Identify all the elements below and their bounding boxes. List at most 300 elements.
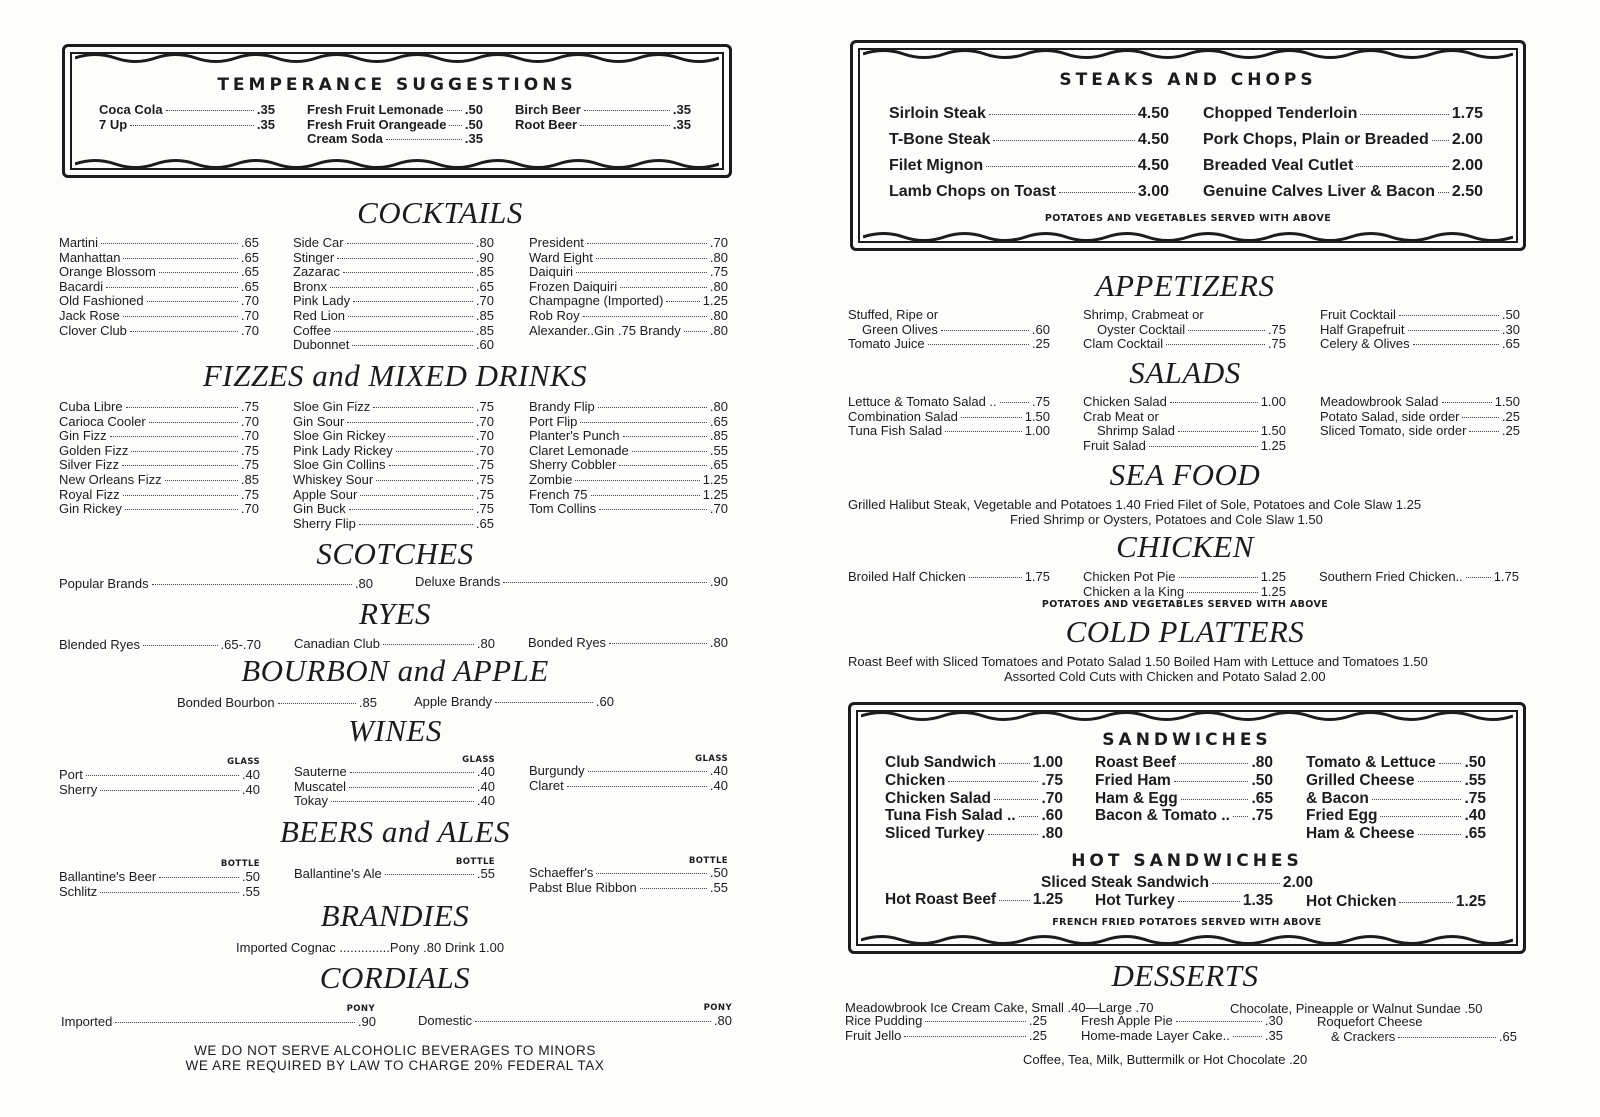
appetizers-col1 xyxy=(848,308,1050,352)
item-name: Ward Eight xyxy=(529,249,593,265)
dot-leader xyxy=(989,114,1135,115)
item-name: Cuba Libre xyxy=(59,399,123,414)
dot-leader xyxy=(122,465,238,466)
beers-unit-3: BOTTLE xyxy=(688,856,728,866)
menu-item xyxy=(293,294,494,309)
menu-item xyxy=(59,444,259,459)
menu-item xyxy=(293,280,494,295)
menu-item xyxy=(1095,807,1273,825)
dot-leader xyxy=(945,431,1022,432)
dot-leader xyxy=(1398,1037,1496,1038)
dot-leader xyxy=(640,888,707,889)
scotches-title: SCOTCHES xyxy=(316,536,474,571)
item-name: Daiquiri xyxy=(529,264,574,280)
item-price: .35 xyxy=(464,131,483,147)
dot-leader xyxy=(596,873,707,874)
item-name: & Crackers xyxy=(1331,1028,1396,1044)
wines-col2 xyxy=(294,765,495,809)
sandwiches-note: FRENCH FRIED POTATOES SERVED WITH ABOVE xyxy=(1052,917,1322,928)
item-price: .85 xyxy=(240,471,259,487)
dot-leader xyxy=(376,480,473,481)
item-price: .50 xyxy=(1501,307,1520,322)
hot-sandwiches-title: HOT SANDWICHES xyxy=(1071,851,1303,871)
menu-item xyxy=(1320,424,1520,439)
dot-leader xyxy=(1188,330,1265,331)
menu-item xyxy=(59,294,259,309)
menu-item xyxy=(59,280,259,295)
item-price: .65 xyxy=(1498,1028,1517,1044)
item-name: Clover Club xyxy=(59,322,127,338)
steaks-box xyxy=(850,40,1526,251)
wave-border-top xyxy=(75,51,719,65)
fizzes-col3 xyxy=(529,400,728,517)
item-price: .80 xyxy=(709,307,728,323)
menu-item xyxy=(59,429,259,444)
dot-leader xyxy=(125,509,238,510)
item-name: Alexander..Gin .75 Brandy xyxy=(529,322,681,338)
dot-leader xyxy=(583,316,707,317)
dot-leader xyxy=(1000,402,1029,403)
chicken-note: POTATOES AND VEGETABLES SERVED WITH ABOVE xyxy=(1041,599,1329,610)
item-name: President xyxy=(529,235,584,250)
dot-leader xyxy=(349,787,474,788)
dot-leader xyxy=(389,465,473,466)
item-price: .55 xyxy=(241,883,260,899)
item-price: .40 xyxy=(476,793,495,809)
dot-leader xyxy=(1438,192,1449,193)
hot-item-2: Hot Turkey 1.35 xyxy=(1095,892,1273,909)
item-price: 3.00 xyxy=(1137,183,1169,200)
ryes-title: RYES xyxy=(358,596,432,631)
menu-item xyxy=(1317,1030,1517,1045)
item-name: Shrimp, Crabmeat or xyxy=(1083,307,1204,322)
item-price: .50 xyxy=(1251,771,1273,789)
menu-item xyxy=(1083,439,1286,454)
menu-item xyxy=(889,153,1169,179)
item-name: French 75 xyxy=(529,486,588,502)
menu-item xyxy=(1095,754,1273,772)
fizzes-title: FIZZES and MIXED DRINKS xyxy=(202,358,588,393)
item-name: Rice Pudding xyxy=(845,1013,923,1028)
item-price: .25 xyxy=(1028,1013,1047,1028)
item-price: .75 xyxy=(240,399,259,414)
dot-leader xyxy=(1178,431,1258,432)
item-price: .85 xyxy=(709,428,728,444)
cold-line-2: Assorted Cold Cuts with Chicken and Potato Salad 2.00 xyxy=(1004,669,1326,684)
desserts-footer: Coffee, Tea, Milk, Buttermilk or Hot Chocolate .20 xyxy=(1023,1052,1308,1067)
appetizers-title: APPETIZERS xyxy=(1095,268,1275,303)
menu-item xyxy=(293,517,494,532)
item-price: .65 xyxy=(709,413,728,429)
item-name: Pink Lady xyxy=(293,293,351,309)
dot-leader xyxy=(941,330,1029,331)
item-name: Grilled Cheese xyxy=(1306,771,1415,789)
dot-leader xyxy=(961,417,1022,418)
dot-leader xyxy=(343,272,473,273)
item-name: Bacardi xyxy=(59,278,104,294)
desserts-title: DESSERTS xyxy=(1111,958,1259,993)
menu-item xyxy=(1203,101,1483,127)
item-price: .70 xyxy=(475,413,494,429)
temperance-title: TEMPERANCE SUGGESTIONS xyxy=(217,75,577,95)
item-price: .65 xyxy=(475,515,494,531)
bourbon-title: BOURBON and APPLE xyxy=(241,653,549,688)
dot-leader xyxy=(1466,577,1491,578)
item-price: .50 xyxy=(1464,754,1486,771)
dot-leader xyxy=(123,316,238,317)
dot-leader xyxy=(353,301,473,302)
item-name: Potato Salad, side order xyxy=(1320,408,1460,424)
temperance-col3 xyxy=(515,103,691,132)
dot-leader xyxy=(948,781,1038,782)
menu-item xyxy=(848,308,1050,323)
item-name: Clam Cocktail xyxy=(1083,336,1164,352)
item-price: 1.00 xyxy=(1032,754,1063,771)
item-name: Tuna Fish Salad xyxy=(848,423,943,439)
bourbon-item-1: Bonded Bourbon .85 xyxy=(177,695,377,710)
dot-leader xyxy=(1399,315,1499,316)
item-name: Crab Meat or xyxy=(1083,408,1159,424)
dot-leader xyxy=(1418,781,1462,782)
item-price: .35 xyxy=(1264,1027,1283,1043)
item-price: .55 xyxy=(476,866,495,881)
dot-leader xyxy=(580,125,670,126)
item-name: Jack Rose xyxy=(59,307,120,323)
dot-leader xyxy=(330,287,473,288)
menu-item xyxy=(307,118,483,133)
dot-leader xyxy=(347,243,473,244)
item-name: Golden Fizz xyxy=(59,442,129,458)
item-name: T-Bone Steak xyxy=(889,131,991,148)
dot-leader xyxy=(349,509,473,510)
item-name: Ballantine's Beer xyxy=(59,869,157,884)
brandies-line: Imported Cognac ..............Pony .80 Drink 1.00 xyxy=(236,940,505,955)
item-price: .65 xyxy=(1501,336,1520,352)
item-name: Carioca Cooler xyxy=(59,413,146,429)
item-price: .40 xyxy=(476,778,495,794)
dot-leader xyxy=(988,834,1039,835)
menu-item xyxy=(889,179,1169,205)
menu-item xyxy=(59,324,259,339)
item-name: Sliced Tomato, side order xyxy=(1320,423,1467,439)
item-price: .65 xyxy=(475,278,494,294)
hot-center-item: Sliced Steak Sandwich 2.00 xyxy=(1041,874,1313,891)
item-price: .65 xyxy=(1251,789,1273,807)
item-name: Pork Chops, Plain or Breaded xyxy=(1203,131,1429,148)
menu-item xyxy=(1203,153,1483,179)
chicken-col1 xyxy=(848,570,1050,585)
dot-leader xyxy=(123,495,238,496)
dot-leader xyxy=(904,1036,1026,1037)
item-name: Royal Fizz xyxy=(59,486,120,502)
menu-item xyxy=(59,488,259,503)
dot-leader xyxy=(588,771,707,772)
wines-col1 xyxy=(59,768,260,797)
beers-col1 xyxy=(59,870,260,899)
item-name: Schlitz xyxy=(59,883,98,899)
item-name: Fried Egg xyxy=(1306,807,1378,825)
item-price: .75 xyxy=(1041,771,1063,789)
menu-item xyxy=(529,473,728,488)
menu-item xyxy=(1320,410,1520,425)
item-price: 1.25 xyxy=(1260,583,1286,599)
menu-item xyxy=(293,265,494,280)
item-name: Cream Soda xyxy=(307,131,383,147)
item-price: .80 xyxy=(1041,825,1063,843)
menu-item xyxy=(1083,424,1286,439)
menu-item xyxy=(294,794,495,809)
menu-item xyxy=(1083,570,1286,585)
item-name: Brandy Flip xyxy=(529,399,595,414)
menu-item xyxy=(293,488,494,503)
dot-leader xyxy=(385,874,474,875)
dot-leader xyxy=(1233,816,1249,817)
dot-leader xyxy=(575,480,699,481)
item-price: .75 xyxy=(1464,789,1486,807)
item-price: .50 xyxy=(464,116,483,132)
wave-border-bottom xyxy=(861,933,1513,947)
cordials-unit-2: PONY xyxy=(703,1003,732,1013)
dot-leader xyxy=(1372,799,1462,800)
item-name: Root Beer xyxy=(515,116,578,132)
item-name: Tuna Fish Salad .. xyxy=(885,807,1016,825)
item-name: Manhattan xyxy=(59,249,121,265)
item-name: Frozen Daiquiri xyxy=(529,278,618,294)
menu-item xyxy=(515,118,691,133)
menu-item xyxy=(59,415,259,430)
item-name: Orange Blossom xyxy=(59,264,156,280)
scotches-item-1: Popular Brands .80 xyxy=(59,576,373,591)
item-name: Ham & Egg xyxy=(1095,789,1178,807)
menu-item xyxy=(1081,1014,1283,1029)
dot-leader xyxy=(1059,192,1135,193)
dot-leader xyxy=(596,258,707,259)
menu-item xyxy=(293,444,494,459)
ryes-item-3: Bonded Ryes .80 xyxy=(528,635,728,650)
menu-item xyxy=(529,866,728,881)
item-name: Bacon & Tomato .. xyxy=(1095,807,1230,825)
item-name: Chicken xyxy=(885,771,946,789)
dot-leader xyxy=(632,451,707,452)
menu-item xyxy=(889,127,1169,153)
item-price: .70 xyxy=(240,307,259,323)
menu-item xyxy=(293,502,494,517)
dot-leader xyxy=(447,110,462,111)
dot-leader xyxy=(149,422,238,423)
item-name: Filet Mignon xyxy=(889,157,984,174)
salads-title: SALADS xyxy=(1129,355,1241,390)
item-price: .65 xyxy=(240,235,259,250)
item-price: 2.00 xyxy=(1451,131,1483,148)
item-price: .65 xyxy=(240,264,259,280)
dot-leader xyxy=(449,125,462,126)
hot-item-1: Hot Roast Beef 1.25 xyxy=(885,891,1063,908)
menu-item xyxy=(1083,585,1286,600)
item-price: .80 xyxy=(1251,754,1273,771)
item-name: Martini xyxy=(59,235,99,250)
menu-item xyxy=(529,458,728,473)
menu-item xyxy=(294,867,495,882)
dot-leader xyxy=(396,451,473,452)
dot-leader xyxy=(591,495,700,496)
beers-col3 xyxy=(529,866,728,895)
item-price: 1.25 xyxy=(702,293,728,309)
menu-item xyxy=(1083,410,1286,425)
item-name: Tomato & Lettuce xyxy=(1306,754,1436,771)
item-price: 1.75 xyxy=(1024,569,1050,584)
dot-leader xyxy=(106,287,238,288)
dot-leader xyxy=(994,799,1038,800)
item-name: Sloe Gin Collins xyxy=(293,457,386,473)
dot-leader xyxy=(1166,344,1265,345)
menu-item xyxy=(848,410,1050,425)
item-name: Sloe Gin Rickey xyxy=(293,428,386,444)
menu-item xyxy=(293,309,494,324)
dot-leader xyxy=(159,877,239,878)
dot-leader xyxy=(1462,417,1498,418)
item-name: Coffee xyxy=(293,322,332,338)
item-price: .70 xyxy=(240,322,259,338)
ryes-item-2: Canadian Club .80 xyxy=(294,636,495,651)
item-name: New Orleans Fizz xyxy=(59,471,162,487)
fizzes-col1 xyxy=(59,400,259,517)
chicken-col3 xyxy=(1319,570,1519,585)
item-name: Old Fashioned xyxy=(59,293,144,309)
item-price: .75 xyxy=(475,399,494,414)
item-name: Green Olives xyxy=(862,321,938,337)
item-name: Planter's Punch xyxy=(529,428,620,444)
menu-item xyxy=(293,338,494,353)
menu-item xyxy=(293,415,494,430)
item-name: Rob Roy xyxy=(529,307,580,323)
item-price: .35 xyxy=(672,116,691,132)
item-name: Fruit Jello xyxy=(845,1027,902,1043)
menu-item xyxy=(845,1014,1047,1029)
item-name: Claret xyxy=(529,777,564,793)
item-name: Meadowbrook Salad xyxy=(1320,394,1439,409)
item-name: Sliced Turkey xyxy=(885,825,985,843)
item-name: Zombie xyxy=(529,471,573,487)
item-name: Port xyxy=(59,767,83,782)
item-price: .65 xyxy=(1464,825,1486,843)
menu-item xyxy=(1306,754,1486,772)
item-name: Side Car xyxy=(293,235,344,250)
item-name: Sauterne xyxy=(294,764,347,779)
cordials-unit-1: PONY xyxy=(346,1004,375,1014)
scotches-item-2: Deluxe Brands .90 xyxy=(415,574,728,589)
dot-leader xyxy=(1360,114,1449,115)
item-price: .50 xyxy=(464,102,483,117)
menu-item xyxy=(529,251,728,266)
item-price: .35 xyxy=(256,102,275,117)
dot-leader xyxy=(159,272,238,273)
dot-leader xyxy=(620,287,707,288)
item-name: Whiskey Sour xyxy=(293,471,374,487)
item-price: .35 xyxy=(256,116,275,132)
dot-leader xyxy=(1019,816,1039,817)
item-name: Celery & Olives xyxy=(1320,336,1410,352)
item-name: Roquefort Cheese xyxy=(1317,1014,1423,1029)
tax-line-1: WE DO NOT SERVE ALCOHOLIC BEVERAGES TO MINORS xyxy=(194,1043,596,1058)
menu-item xyxy=(59,400,259,415)
item-price: .85 xyxy=(475,322,494,338)
dot-leader xyxy=(619,465,706,466)
seafood-title: SEA FOOD xyxy=(1109,457,1261,492)
menu-item xyxy=(529,294,728,309)
dot-leader xyxy=(1170,402,1258,403)
menu-item xyxy=(529,502,728,517)
menu-item xyxy=(59,251,259,266)
dot-leader xyxy=(599,509,707,510)
item-name: Fruit Cocktail xyxy=(1320,307,1396,322)
item-price: .70 xyxy=(475,442,494,458)
hot-item-3: Hot Chicken 1.25 xyxy=(1306,893,1486,910)
dot-leader xyxy=(999,763,1030,764)
wave-border-bottom xyxy=(863,230,1513,244)
item-price: 1.00 xyxy=(1024,423,1050,439)
item-name: Fresh Apple Pie xyxy=(1081,1013,1173,1028)
dot-leader xyxy=(166,110,254,111)
item-name: Genuine Calves Liver & Bacon xyxy=(1203,183,1436,200)
item-name: Silver Fizz xyxy=(59,457,119,473)
wines-col3 xyxy=(529,764,728,793)
item-price: .75 xyxy=(1267,336,1286,352)
item-name: Southern Fried Chicken.. xyxy=(1319,569,1463,584)
item-price: .75 xyxy=(1031,394,1050,409)
item-name: Broiled Half Chicken xyxy=(848,569,966,584)
item-name: Tomato Juice xyxy=(848,336,925,352)
menu-item xyxy=(99,103,275,118)
temperance-col1 xyxy=(99,103,275,132)
dot-leader xyxy=(1181,799,1249,800)
menu-item xyxy=(885,825,1063,843)
dot-leader xyxy=(165,480,238,481)
appetizers-col2 xyxy=(1083,308,1286,352)
menu-item xyxy=(529,488,728,503)
menu-item xyxy=(1320,337,1520,352)
menu-item xyxy=(1083,337,1286,352)
menu-item xyxy=(59,458,259,473)
desserts-col3 xyxy=(1317,1015,1517,1044)
item-name: Gin Rickey xyxy=(59,501,122,517)
dot-leader xyxy=(1439,763,1462,764)
sandwiches-col2 xyxy=(1095,754,1273,825)
menu-item xyxy=(529,444,728,459)
menu-item xyxy=(59,783,260,798)
item-name: Club Sandwich xyxy=(885,754,997,771)
item-name: Gin Buck xyxy=(293,501,346,517)
dot-leader xyxy=(1413,344,1499,345)
wave-border-top xyxy=(861,709,1513,723)
menu-item xyxy=(529,881,728,896)
dot-leader xyxy=(598,407,707,408)
menu-item xyxy=(293,324,494,339)
item-price: .80 xyxy=(709,399,728,414)
item-name: Ballantine's Ale xyxy=(294,866,382,881)
menu-item xyxy=(293,236,494,251)
cordials-item-1: Imported .90 xyxy=(61,1014,376,1029)
item-name: Stuffed, Ripe or xyxy=(848,307,939,322)
menu-item xyxy=(59,768,260,783)
menu-item xyxy=(529,415,728,430)
menu-item xyxy=(59,885,260,900)
menu-item xyxy=(845,1029,1047,1044)
item-price: .40 xyxy=(1464,807,1486,825)
item-price: .25 xyxy=(1501,408,1520,424)
item-price: 1.25 xyxy=(1260,437,1286,453)
dot-leader xyxy=(130,331,238,332)
item-name: Burgundy xyxy=(529,763,585,778)
